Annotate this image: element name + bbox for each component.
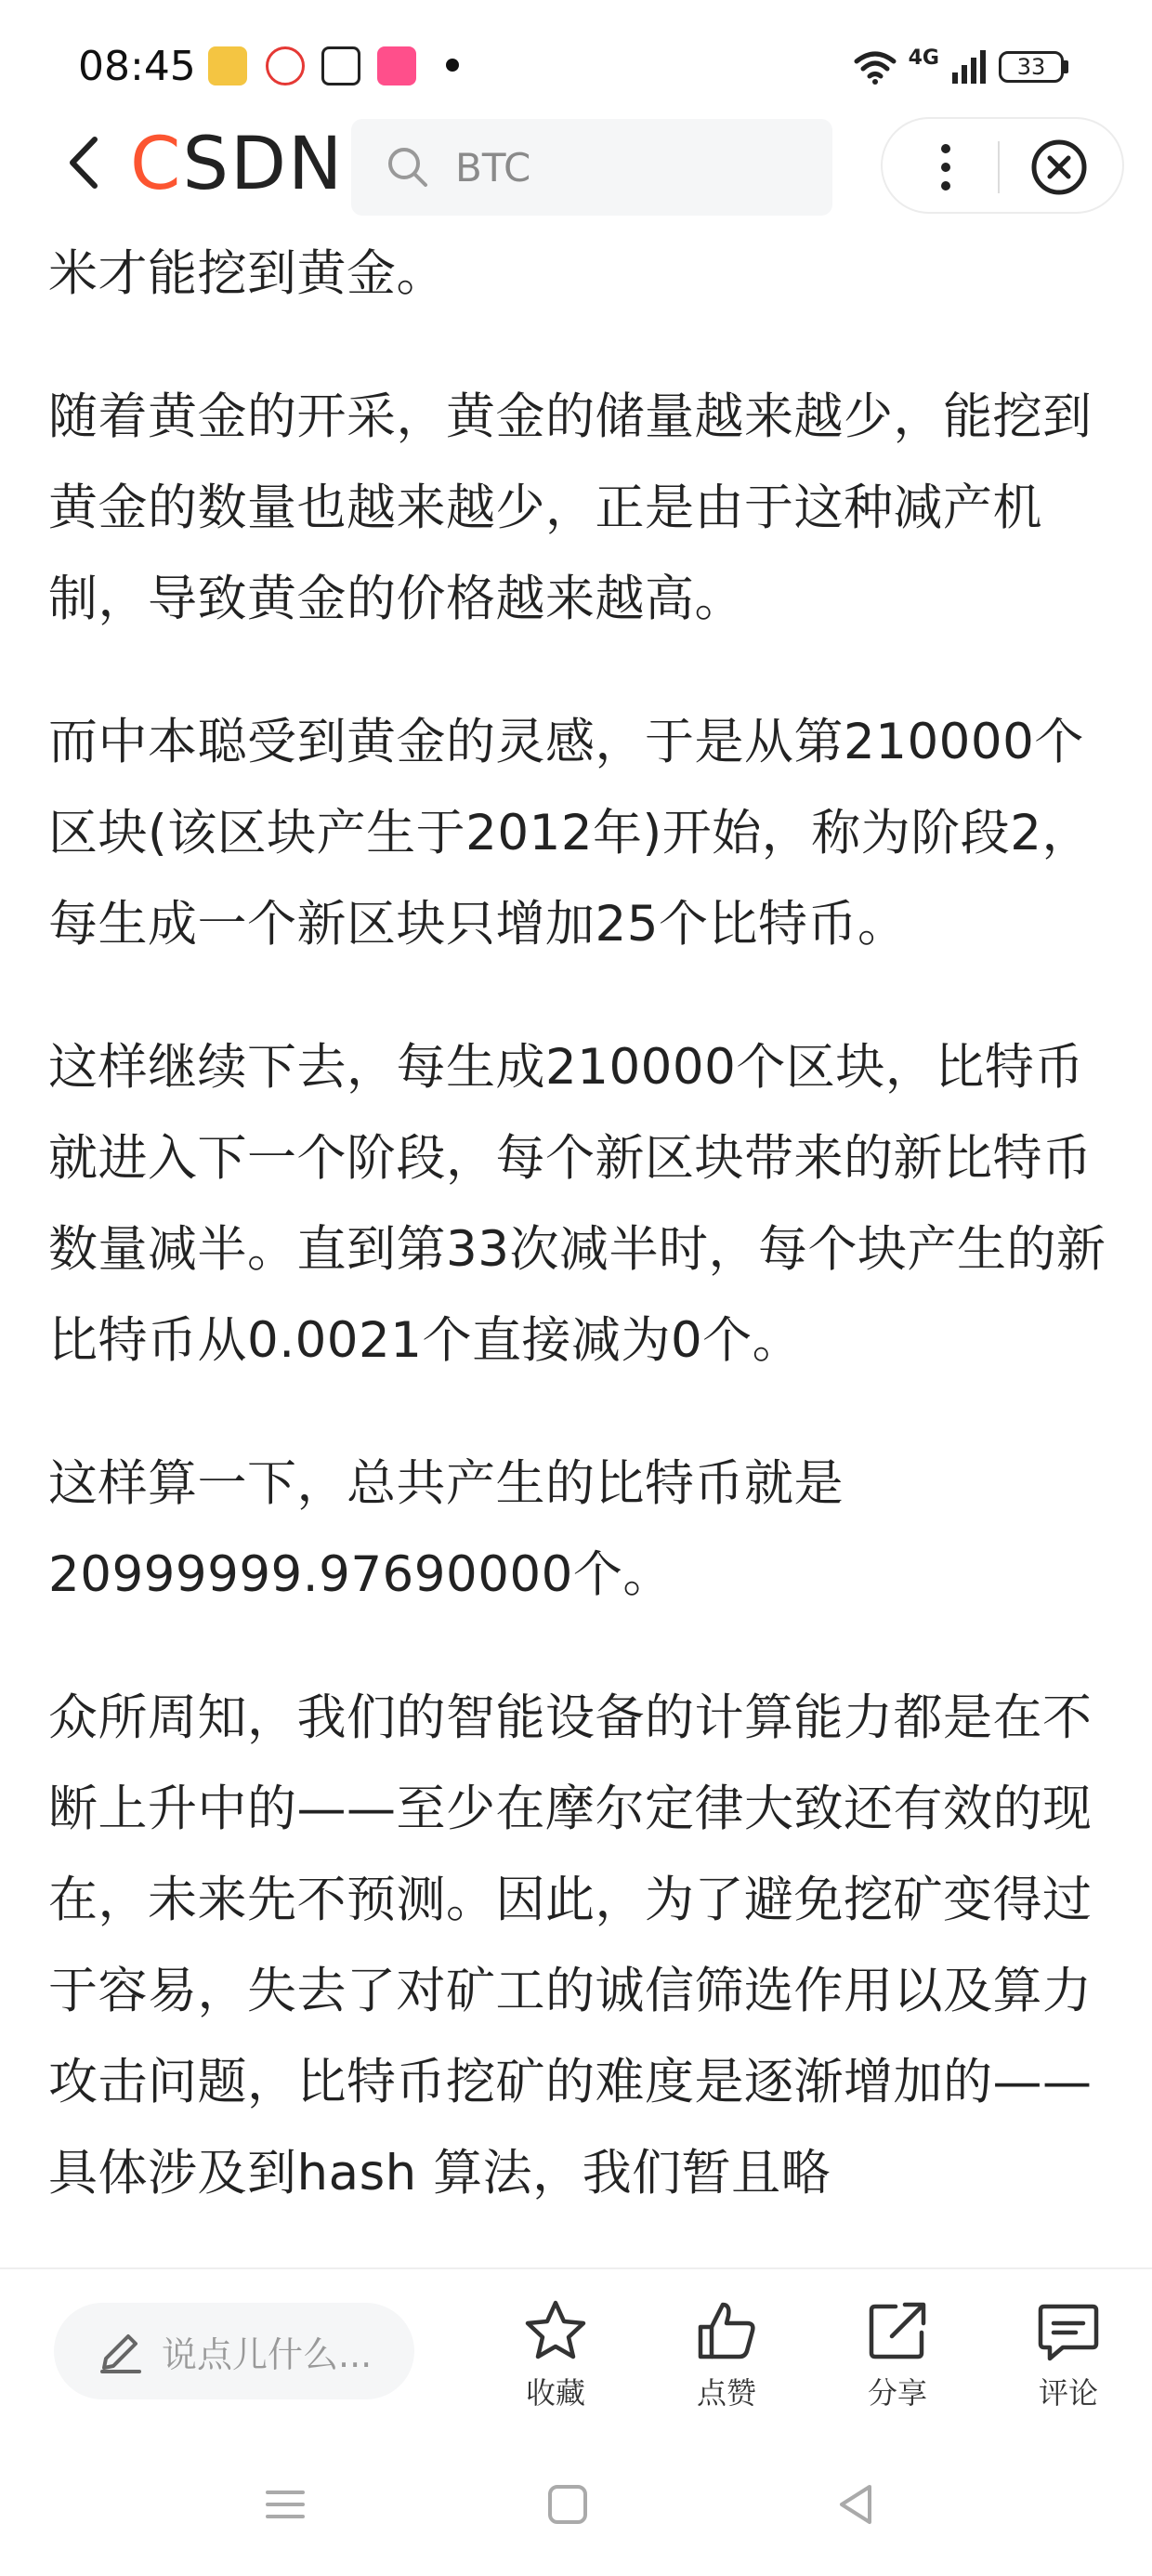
- like-label: 点赞: [696, 2375, 756, 2411]
- network-type: 4G: [908, 46, 939, 70]
- thumbs-up-icon: [693, 2297, 760, 2364]
- collect-button[interactable]: [500, 2297, 611, 2418]
- top-header: [0, 117, 1152, 219]
- comment-label: 评论: [1038, 2375, 1098, 2411]
- article-paragraph: 这样算一下，总共产生的比特币就是20999999.97690000个。: [48, 1455, 844, 1603]
- pencil-icon: [97, 2327, 145, 2375]
- home-icon[interactable]: [544, 2481, 591, 2528]
- more-vertical-icon[interactable]: [936, 141, 955, 193]
- logo-rest: SDN: [182, 123, 345, 206]
- share-label: 分享: [867, 2375, 927, 2411]
- article-paragraph: 米才能挖到黄金。: [48, 245, 446, 302]
- baidu-app-icon: [321, 46, 360, 85]
- article-body: [48, 214, 1107, 2267]
- search-text: BTC: [455, 144, 531, 191]
- wifi-icon: [853, 48, 897, 85]
- bee-app-icon: [208, 46, 247, 85]
- status-time: 08:45: [78, 43, 196, 90]
- logo-c: C: [130, 123, 183, 206]
- signal-icon: [950, 48, 988, 85]
- article-paragraph: 众所周知，我们的智能设备的计算能力都是在不断上升中的——至少在摩尔定律大致还有效的现在，未来先不预测。因此，为了避免挖矿变得过于容易，失去了对矿工的诚信筛选作用以及算力攻击问题，比特币挖矿的难度是逐渐增加的——具体涉及到hash 算法，我们暂且略: [48, 1689, 1093, 2201]
- header-actions: [881, 117, 1124, 214]
- back-triangle-icon[interactable]: [832, 2481, 879, 2528]
- collect-label: 收藏: [525, 2375, 585, 2411]
- comment-icon: [1035, 2297, 1102, 2364]
- search-icon: [385, 144, 431, 191]
- system-nav-bar: [0, 2425, 1152, 2576]
- star-icon: [522, 2297, 589, 2364]
- back-arrow-icon[interactable]: [54, 130, 119, 195]
- bottom-action-bar: [0, 2267, 1152, 2427]
- share-button[interactable]: [842, 2297, 953, 2418]
- system-icons: [853, 45, 1068, 89]
- search-input[interactable]: [351, 119, 832, 216]
- actions-divider: [998, 141, 1000, 193]
- battery-level: 33: [999, 51, 1064, 83]
- more-notifications-dot: [446, 59, 459, 72]
- comment-input[interactable]: [54, 2303, 414, 2399]
- article-paragraph: 而中本聪受到黄金的灵感，于是从第210000个区块(该区块产生于2012年)开始，称为阶段2，每生成一个新区块只增加25个比特币。: [48, 714, 1092, 953]
- comment-placeholder: 说点儿什么...: [162, 2333, 373, 2375]
- article-paragraph: 随着黄金的开采，黄金的储量越来越少，能挖到黄金的数量也越来越少，正是由于这种减产机制，导致黄金的价格越来越高。: [48, 388, 1093, 627]
- like-button[interactable]: [671, 2297, 782, 2418]
- video-app-icon: [266, 46, 305, 85]
- csdn-logo[interactable]: [130, 123, 344, 206]
- status-bar: [0, 0, 1152, 112]
- battery-icon: [999, 51, 1068, 83]
- article-paragraph: 这样继续下去，每生成210000个区块，比特币就进入下一个阶段，每个新区块带来的新比特币数量减半。直到第33次减半时，每个块产生的新比特币从0.0021个直接减为0个。: [48, 1039, 1106, 1369]
- comment-button[interactable]: [1013, 2297, 1124, 2418]
- bilibili-app-icon: [377, 46, 416, 85]
- recent-apps-icon[interactable]: [262, 2481, 308, 2528]
- close-icon[interactable]: [1029, 138, 1089, 197]
- share-icon: [864, 2297, 931, 2364]
